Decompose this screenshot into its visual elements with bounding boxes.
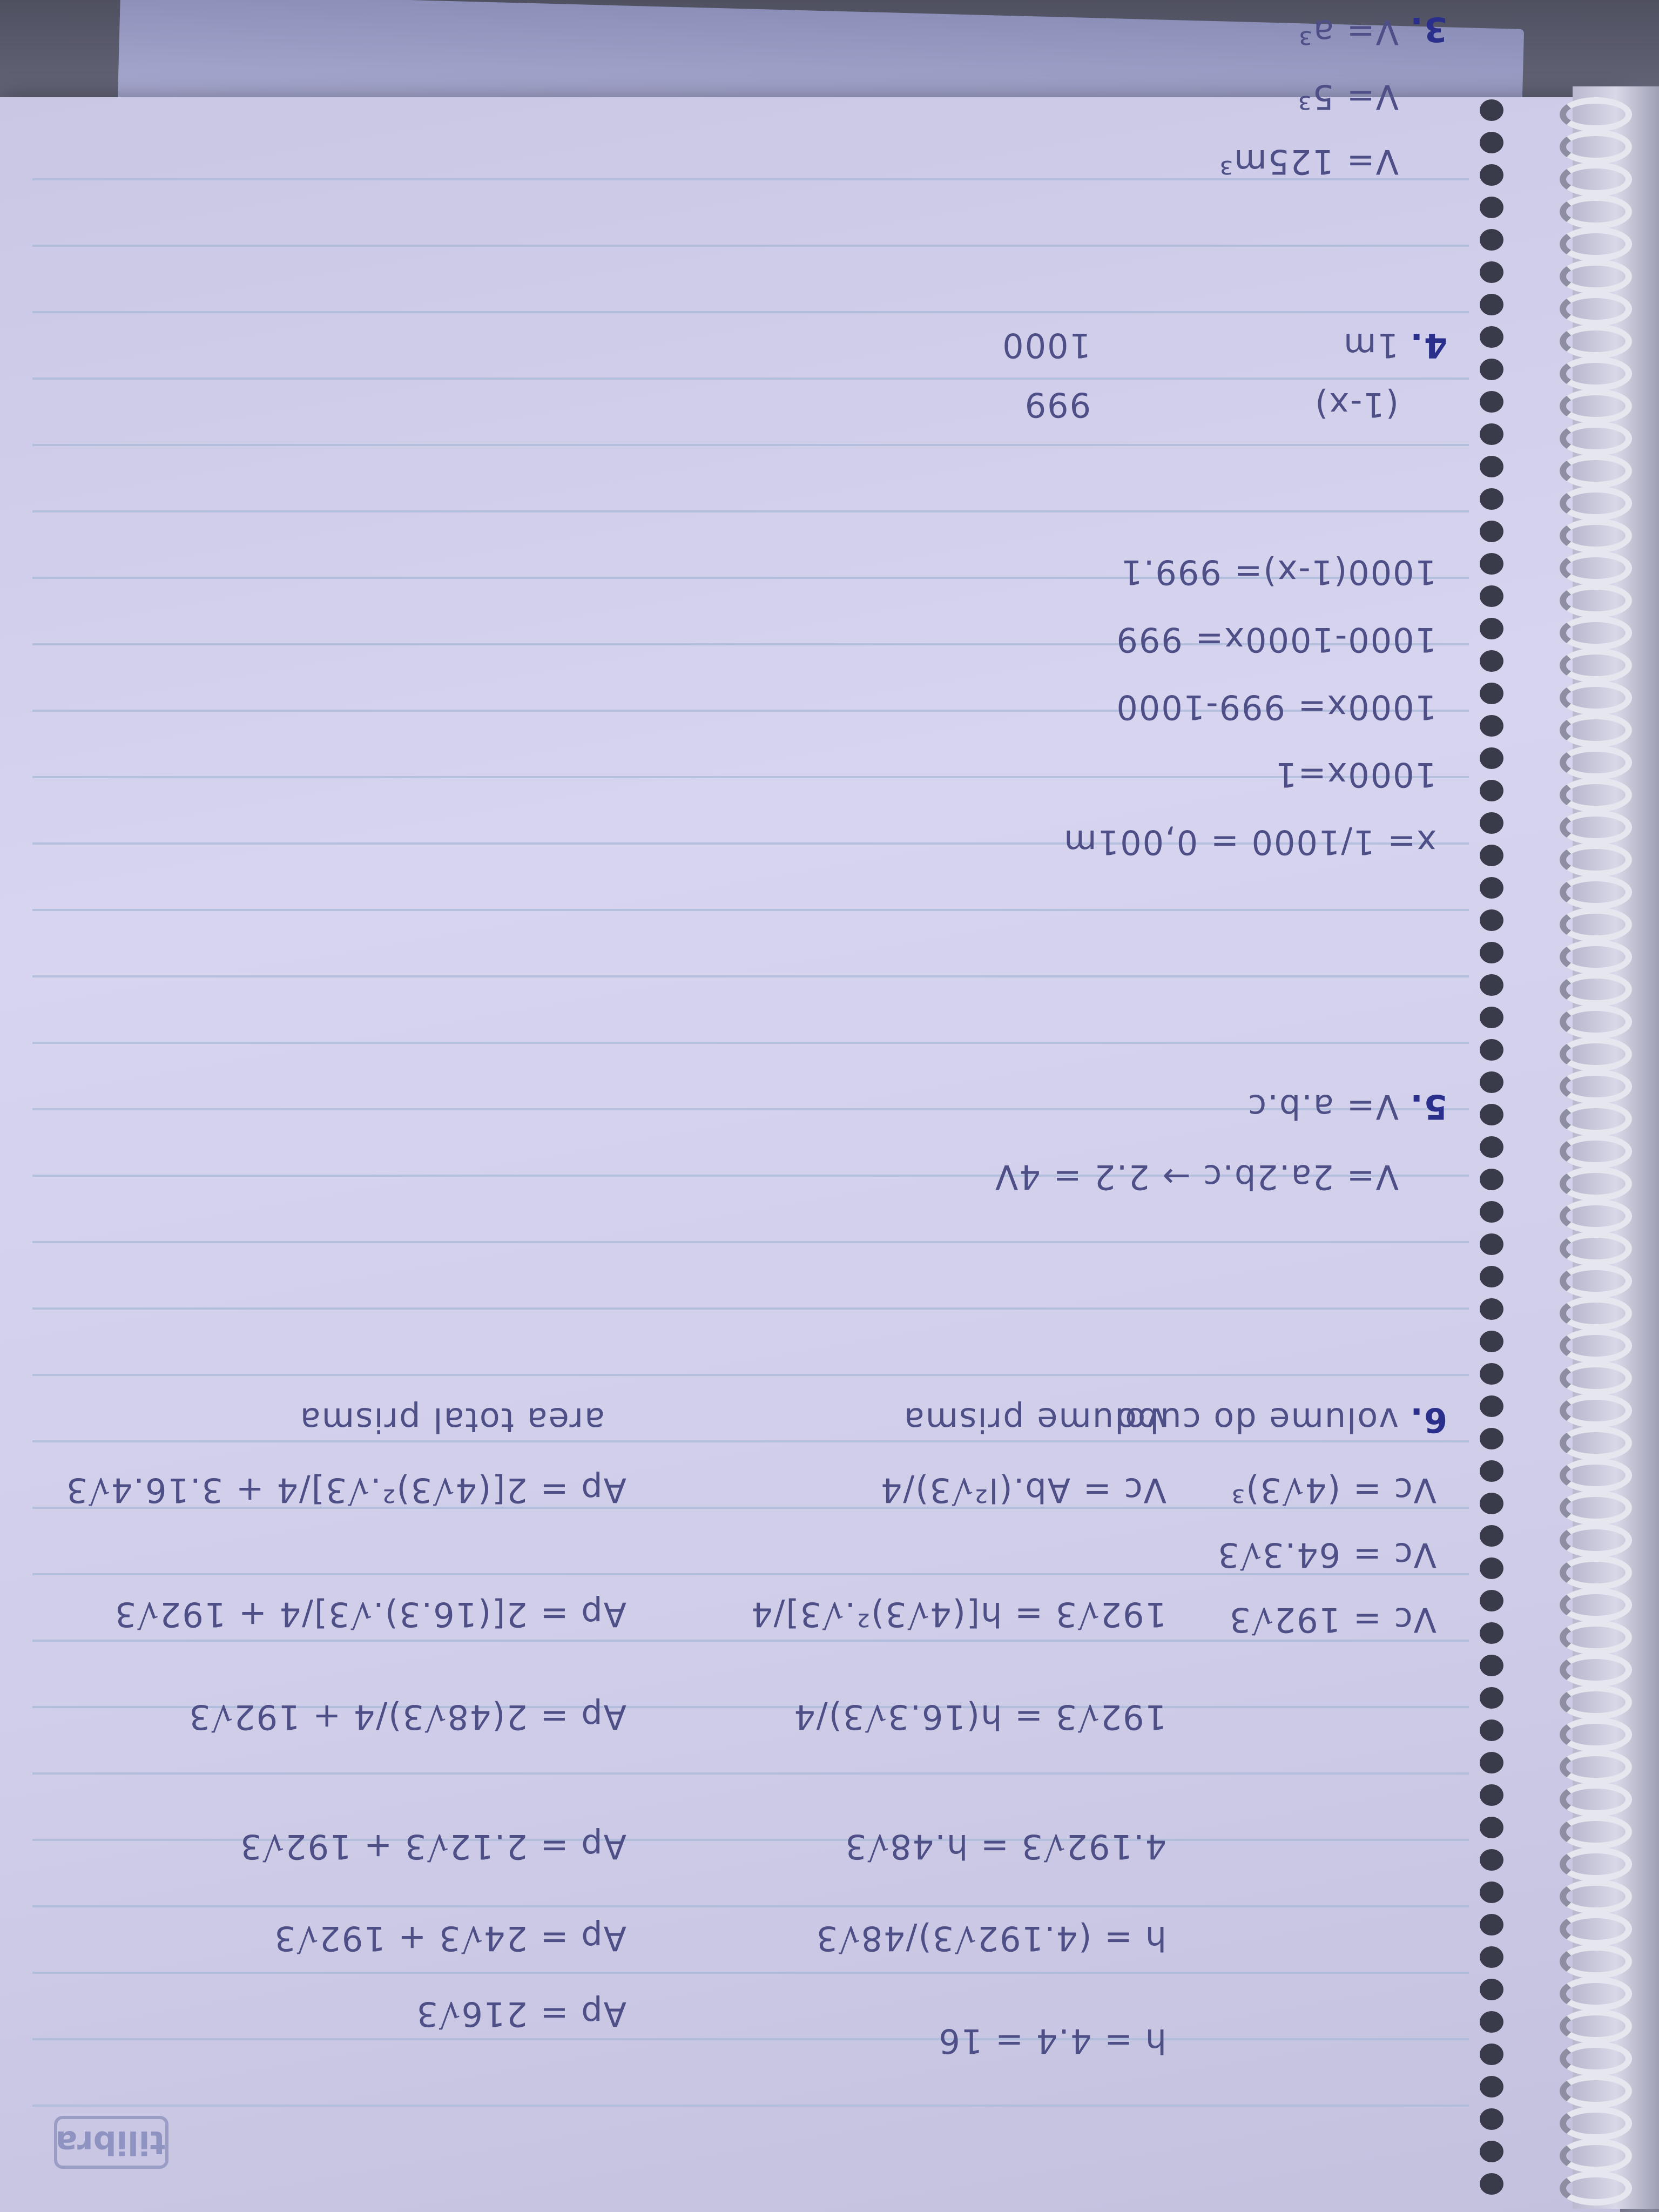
- spiral-ring: [1560, 421, 1632, 456]
- spiral-ring: [1560, 778, 1632, 812]
- punch-hole: [1480, 1557, 1503, 1579]
- punch-hole: [1480, 261, 1503, 283]
- punch-hole: [1480, 1881, 1503, 1903]
- spiral-ring: [1560, 1685, 1632, 1719]
- problem-4-row2-left: (1-x): [1314, 385, 1399, 424]
- spiral-ring: [1560, 130, 1632, 164]
- prism-volume-line-4: 4.192√3 = h.48√3: [844, 1827, 1166, 1866]
- punch-hole: [1480, 1752, 1503, 1773]
- punch-hole: [1480, 521, 1503, 542]
- spiral-ring: [1560, 1426, 1632, 1460]
- spiral-ring: [1560, 162, 1632, 197]
- punch-hole: [1480, 1363, 1503, 1385]
- problem-4-row1-left: 1m: [1343, 326, 1399, 365]
- spiral-ring: [1560, 648, 1632, 683]
- spiral-ring: [1560, 1264, 1632, 1298]
- punch-hole: [1480, 1817, 1503, 1838]
- punch-hole: [1480, 1266, 1503, 1287]
- spiral-ring: [1560, 1782, 1632, 1817]
- punch-hole: [1480, 1719, 1503, 1741]
- punch-hole: [1480, 553, 1503, 575]
- spiral-ring: [1560, 1004, 1632, 1039]
- spiral-ring: [1560, 1523, 1632, 1557]
- spiral-ring: [1560, 551, 1632, 585]
- punch-hole: [1480, 812, 1503, 834]
- problem-4-line-2: 1000-1000x= 999: [1115, 620, 1437, 659]
- punch-hole: [1480, 1298, 1503, 1320]
- problem-4-number: 4.: [1409, 326, 1447, 365]
- punch-hole: [1480, 1914, 1503, 1936]
- prism-volume-line-1: Vc = Ab.(l²√3)/4: [879, 1471, 1166, 1510]
- problem-5-number: 5.: [1409, 1087, 1447, 1127]
- problem-4-row2-right: 999: [1023, 385, 1091, 424]
- spiral-ring: [1560, 1393, 1632, 1428]
- spiral-ring: [1560, 292, 1632, 326]
- punch-hole: [1480, 1525, 1503, 1547]
- punch-hole: [1480, 1071, 1503, 1093]
- punch-hole: [1480, 359, 1503, 380]
- punch-hole: [1480, 197, 1503, 218]
- punch-hole: [1480, 2044, 1503, 2065]
- punch-hole: [1480, 2011, 1503, 2033]
- spiral-ring: [1560, 1102, 1632, 1136]
- punch-hole: [1480, 2173, 1503, 2195]
- spiral-ring: [1560, 1653, 1632, 1687]
- problem-4-line-3: 1000x= 999-1000: [1115, 687, 1437, 727]
- spiral-ring: [1560, 1166, 1632, 1201]
- punch-hole: [1480, 1169, 1503, 1190]
- punch-hole: [1480, 1395, 1503, 1417]
- spiral-ring: [1560, 324, 1632, 359]
- punch-hole: [1480, 1136, 1503, 1158]
- cube-volume-line-1: Vc = (4√3)³: [1230, 1471, 1437, 1510]
- problem-4-line-4: 1000x=1: [1274, 755, 1437, 794]
- punch-hole: [1480, 618, 1503, 639]
- punch-hole: [1480, 456, 1503, 477]
- spiral-ring: [1560, 1231, 1632, 1266]
- spiral-ring: [1560, 1037, 1632, 1071]
- punch-hole: [1480, 1590, 1503, 1611]
- spiral-ring: [1560, 875, 1632, 909]
- punch-hole: [1480, 1331, 1503, 1352]
- punch-hole: [1480, 845, 1503, 866]
- spiral-ring: [1560, 227, 1632, 261]
- spiral-ring: [1560, 907, 1632, 942]
- punch-hole: [1480, 715, 1503, 737]
- punch-hole: [1480, 877, 1503, 899]
- punch-hole: [1480, 1007, 1503, 1028]
- spiral-ring: [1560, 810, 1632, 845]
- punch-hole: [1480, 747, 1503, 769]
- prism-volume-line-2: 192√3 = h[(4√3)².√3]/4: [750, 1595, 1166, 1634]
- punch-hole: [1480, 1493, 1503, 1514]
- problem-4-line-1: 1000(1-x)= 999.1: [1120, 552, 1437, 592]
- punch-hole: [1480, 164, 1503, 186]
- punch-hole: [1480, 1460, 1503, 1482]
- spiral-ring: [1560, 97, 1632, 132]
- problem-3-line-3: V= 125m³: [1218, 142, 1399, 181]
- spiral-ring: [1560, 1296, 1632, 1331]
- spiral-ring: [1560, 2009, 1632, 2044]
- prism-area-line-6: Ap = 216√3: [415, 1994, 626, 2034]
- punch-hole: [1480, 585, 1503, 607]
- punch-hole: [1480, 294, 1503, 315]
- spiral-ring: [1560, 194, 1632, 229]
- problem-6-number: 6.: [1409, 1400, 1447, 1440]
- problem-5-line-2: V= 2a.2b.c → 2.2 = 4V: [994, 1157, 1399, 1197]
- spiral-ring: [1560, 713, 1632, 747]
- punch-hole: [1480, 780, 1503, 801]
- spiral-ring: [1560, 940, 1632, 974]
- punch-hole: [1480, 1687, 1503, 1709]
- punch-hole: [1480, 683, 1503, 704]
- spiral-ring: [1560, 1328, 1632, 1363]
- spiral-ring: [1560, 259, 1632, 294]
- punch-hole: [1480, 488, 1503, 510]
- cube-volume-line-2: Vc = 64.3√3: [1217, 1535, 1437, 1575]
- punch-hole: [1480, 974, 1503, 996]
- spiral-ring: [1560, 2171, 1632, 2206]
- prism-volume-line-3: 192√3 = h(16.3√3)/4: [793, 1697, 1166, 1737]
- problem-4-row1-right: 1000: [1001, 326, 1091, 365]
- spiral-ring: [1560, 2074, 1632, 2108]
- spiral-ring: [1560, 1491, 1632, 1525]
- spiral-ring: [1560, 1069, 1632, 1104]
- punch-hole: [1480, 1946, 1503, 1968]
- spiral-ring: [1560, 745, 1632, 780]
- punch-hole: [1480, 2076, 1503, 2098]
- prism-area-line-4: Ap = 2.12√3 + 192√3: [239, 1827, 626, 1866]
- handwritten-content: [32, 10, 1469, 2212]
- spiral-ring: [1560, 1815, 1632, 1849]
- cube-volume-line-3: Vc = 192√3: [1228, 1600, 1437, 1640]
- spiral-ring: [1560, 356, 1632, 391]
- punch-hole: [1480, 1104, 1503, 1125]
- punch-hole: [1480, 99, 1503, 121]
- spiral-ring: [1560, 1847, 1632, 1881]
- problem-4-line-5: x= 1/1000 = 0,001m: [1063, 822, 1437, 862]
- brand-logo: tilibra: [54, 2116, 168, 2169]
- spiral-ring: [1560, 1912, 1632, 1946]
- spiral-ring: [1560, 1458, 1632, 1493]
- spiral-ring: [1560, 1620, 1632, 1655]
- spiral-ring: [1560, 2106, 1632, 2141]
- problem-6-header-prism-area: area total prisma: [299, 1400, 605, 1440]
- prism-area-line-2: Ap = 2[(16.3).√3]/4 + 192√3: [113, 1595, 626, 1634]
- spiral-ring: [1560, 454, 1632, 488]
- punch-hole: [1480, 2108, 1503, 2130]
- spiral-ring: [1560, 1361, 1632, 1395]
- spiral-ring: [1560, 1750, 1632, 1784]
- spiral-ring: [1560, 842, 1632, 877]
- prism-volume-line-6: h = 4.4 = 16: [938, 2021, 1166, 2061]
- punch-hole: [1480, 942, 1503, 963]
- spiral-ring: [1560, 1134, 1632, 1169]
- spiral-ring: [1560, 389, 1632, 423]
- punch-hole: [1480, 1849, 1503, 1871]
- spiral-ring: [1560, 1199, 1632, 1233]
- punch-hole: [1480, 650, 1503, 672]
- spiral-ring: [1560, 486, 1632, 521]
- prism-volume-line-5: h = (4.192√3)/48√3: [815, 1919, 1166, 1958]
- spiral-ring: [1560, 616, 1632, 650]
- spiral-ring: [1560, 1977, 1632, 2011]
- punch-hole: [1480, 1233, 1503, 1255]
- spiral-ring: [1560, 2139, 1632, 2173]
- spiral-ring: [1560, 518, 1632, 553]
- spiral-ring: [1560, 972, 1632, 1007]
- punch-hole: [1480, 326, 1503, 348]
- spiral-ring: [1560, 1879, 1632, 1914]
- punch-hole: [1480, 423, 1503, 445]
- prism-area-line-5: Ap = 24√3 + 192√3: [273, 1919, 626, 1958]
- punch-hole: [1480, 1428, 1503, 1449]
- problem-6-header-prism-volume: volume prisma: [902, 1400, 1166, 1440]
- punch-hole: [1480, 132, 1503, 153]
- prism-area-line-1: Ap = 2[(4√3)².√3]/4 + 3.16.4√3: [65, 1471, 626, 1510]
- punch-hole: [1480, 1622, 1503, 1644]
- punch-hole: [1480, 1201, 1503, 1223]
- problem-3-number: 3.: [1409, 10, 1447, 49]
- punch-hole: [1480, 1979, 1503, 2000]
- spiral-ring: [1560, 1588, 1632, 1622]
- punch-hole: [1480, 391, 1503, 413]
- problem-6-header-cube: volume do cubo: [1115, 1400, 1399, 1440]
- problem-3-line-2: V= 5³: [1297, 77, 1399, 117]
- problem-5-line-1: V= a.b.c: [1247, 1087, 1399, 1127]
- spiral-ring: [1560, 1555, 1632, 1590]
- problem-3-line-1: V= a³: [1298, 12, 1399, 52]
- spiral-ring: [1560, 2041, 1632, 2076]
- prism-area-line-3: Ap = 2(48√3)/4 + 192√3: [188, 1697, 626, 1737]
- punch-hole: [1480, 1039, 1503, 1061]
- punch-hole: [1480, 2141, 1503, 2162]
- punch-hole: [1480, 229, 1503, 251]
- spiral-ring: [1560, 1717, 1632, 1752]
- punch-hole: [1480, 1655, 1503, 1676]
- spiral-ring: [1560, 1944, 1632, 1979]
- spiral-ring: [1560, 583, 1632, 618]
- spiral-ring: [1560, 680, 1632, 715]
- punch-hole: [1480, 1784, 1503, 1806]
- punch-hole: [1480, 909, 1503, 931]
